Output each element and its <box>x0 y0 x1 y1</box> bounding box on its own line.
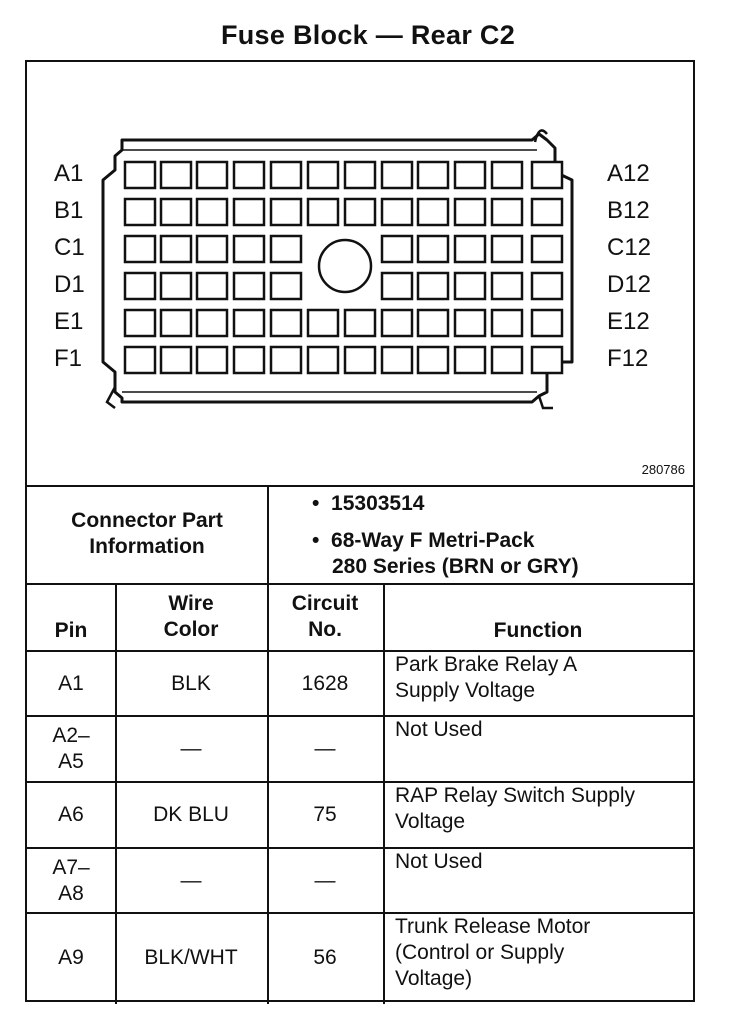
pin-cavity <box>532 199 562 225</box>
pin-cavity <box>197 347 227 373</box>
part-number-line <box>312 491 424 517</box>
row-label-f12: F12 <box>607 345 649 372</box>
row-label-d12: D12 <box>607 271 652 298</box>
pin-cavity <box>234 199 264 225</box>
pin-cell <box>27 914 115 1002</box>
pin-cavity <box>161 347 191 373</box>
function-text-line: Not Used <box>395 718 483 741</box>
connector-info-heading <box>27 485 267 583</box>
pin-cavity <box>345 162 375 188</box>
pin-cavity <box>455 310 485 336</box>
pin-cavity <box>532 162 562 188</box>
header-circuit-line2: No. <box>308 617 342 641</box>
wire-color-cell: DK BLU <box>153 803 229 826</box>
pin-cavity <box>492 236 522 262</box>
circuit-number-cell: 1628 <box>301 671 349 695</box>
pin-cavity <box>197 273 227 299</box>
header-pin: Pin <box>54 619 88 642</box>
pin-cavity <box>455 162 485 188</box>
function-cell <box>383 914 693 1002</box>
function-cell <box>383 652 693 715</box>
pin-cavity <box>308 347 338 373</box>
circuit-number-cell: 56 <box>313 946 337 969</box>
pin-cavity <box>532 236 562 262</box>
pin-cavity <box>161 162 191 188</box>
row-label-a1: A1 <box>54 160 84 187</box>
function-text-line: Voltage <box>395 810 466 833</box>
pin-cell <box>27 717 115 781</box>
pin-cavity <box>418 347 448 373</box>
pin-value: A1 <box>58 671 84 695</box>
pin-value-end: A5 <box>58 750 84 773</box>
pin-value: A7– <box>52 855 90 879</box>
pin-cavity <box>418 273 448 299</box>
row-label-c12: C12 <box>607 234 652 261</box>
pin-cavity <box>125 273 155 299</box>
pin-cavity <box>197 310 227 336</box>
pin-cavity <box>382 347 412 373</box>
circuit-number-cell: — <box>314 868 336 892</box>
pin-cavity <box>125 162 155 188</box>
latch-tab <box>107 387 115 408</box>
pin-cavity <box>308 199 338 225</box>
pin-cavity <box>125 310 155 336</box>
header-wire-color <box>115 583 267 650</box>
pin-cavity <box>492 273 522 299</box>
pin-cavity <box>161 199 191 225</box>
pin-cavity <box>532 273 562 299</box>
pin-cavity <box>197 236 227 262</box>
wire-color-cell: — <box>180 737 202 760</box>
function-text-line: (Control or Supply <box>395 941 565 964</box>
circuit-number-cell: 75 <box>313 803 337 826</box>
pin-cavity <box>532 347 562 373</box>
pin-cavity <box>382 199 412 225</box>
function-cell <box>383 717 693 781</box>
keying-post <box>319 240 371 292</box>
connector-face-drawing <box>27 62 697 485</box>
pin-cavity <box>532 310 562 336</box>
function-text-line: Park Brake Relay A <box>395 653 578 676</box>
wire-color-cell: BLK <box>171 671 211 695</box>
pin-cavity <box>125 199 155 225</box>
function-cell <box>383 849 693 912</box>
pin-cell <box>27 652 115 715</box>
pin-cavity <box>271 347 301 373</box>
page-title: Fuse Block — Rear C2 <box>220 20 516 50</box>
bullet: • <box>312 529 320 552</box>
function-text-line: RAP Relay Switch Supply <box>395 784 636 807</box>
wire-color-cell: BLK/WHT <box>144 946 238 969</box>
function-text-line: Trunk Release Motor <box>395 915 591 938</box>
row-label-e1: E1 <box>54 308 84 335</box>
pin-cavity <box>161 310 191 336</box>
function-text-line: Supply Voltage <box>395 679 536 702</box>
pin-cavity <box>492 199 522 225</box>
pin-cavity <box>382 236 412 262</box>
row-label-b1: B1 <box>54 197 84 224</box>
latch-tab <box>539 396 553 408</box>
connector-description-line1 <box>312 528 535 554</box>
header-wire-line1: Wire <box>168 591 214 615</box>
pin-cavity <box>271 162 301 188</box>
row-label-e12: E12 <box>607 308 650 335</box>
pin-cavity <box>345 347 375 373</box>
part-number: 15303514 <box>331 492 425 515</box>
connector-description-line2: 280 Series (BRN or GRY) <box>332 555 579 578</box>
pin-cavity <box>161 236 191 262</box>
pin-value: A9 <box>58 946 84 969</box>
pin-cavity <box>125 236 155 262</box>
pin-cavity <box>455 347 485 373</box>
row-label-d1: D1 <box>54 271 85 298</box>
pin-cavity <box>234 273 264 299</box>
pin-cavity <box>418 162 448 188</box>
pin-cavity <box>382 273 412 299</box>
pin-cavity <box>492 347 522 373</box>
pin-cavity <box>492 310 522 336</box>
pin-cavity <box>308 162 338 188</box>
pin-cavity <box>345 310 375 336</box>
figure-id: 280786 <box>641 462 685 477</box>
pin-cavity <box>234 236 264 262</box>
pin-value-end: A8 <box>58 881 84 905</box>
row-label-b12: B12 <box>607 197 650 224</box>
function-cell <box>383 783 693 847</box>
pin-cavity <box>161 273 191 299</box>
connector-sheet <box>25 60 695 1002</box>
connector-info-heading-line1: Connector Part <box>71 509 223 532</box>
header-circuit-line1: Circuit <box>291 591 359 615</box>
function-text-line: Voltage) <box>395 967 473 990</box>
circuit-number-cell: — <box>314 737 336 760</box>
pin-cavity <box>197 162 227 188</box>
wire-color-cell: — <box>180 868 202 892</box>
row-label-c1: C1 <box>54 234 85 261</box>
pin-cavity <box>125 347 155 373</box>
pin-cavity <box>455 236 485 262</box>
pin-cavity <box>234 310 264 336</box>
pin-cavity <box>382 162 412 188</box>
pin-cavity <box>492 162 522 188</box>
row-label-a12: A12 <box>607 160 650 187</box>
header-wire-line2: Color <box>163 617 219 641</box>
pin-value: A6 <box>58 803 84 826</box>
pin-cavity <box>271 310 301 336</box>
pin-cavity <box>418 236 448 262</box>
pin-value: A2– <box>52 724 90 747</box>
pin-cavity <box>271 199 301 225</box>
connector-info-heading-line2: Information <box>89 535 205 558</box>
pin-cavity <box>308 310 338 336</box>
pin-cavity <box>234 162 264 188</box>
header-function: Function <box>493 619 583 642</box>
connector-description: 68-Way F Metri-Pack <box>331 529 535 552</box>
pin-cavity <box>345 199 375 225</box>
pin-cavity <box>197 199 227 225</box>
pin-cavity <box>418 310 448 336</box>
pin-cavity <box>455 273 485 299</box>
bullet: • <box>312 492 320 515</box>
header-circuit-no <box>267 583 383 650</box>
pin-cell <box>27 783 115 847</box>
pin-cavity <box>382 310 412 336</box>
row-label-f1: F1 <box>54 345 83 372</box>
pin-cavity <box>271 273 301 299</box>
pin-cavity <box>418 199 448 225</box>
pin-cavity <box>234 347 264 373</box>
pin-cell <box>27 849 115 912</box>
pin-cavity <box>455 199 485 225</box>
pin-cavity <box>271 236 301 262</box>
connector-diagram <box>27 62 697 485</box>
function-text-line: Not Used <box>395 850 483 873</box>
